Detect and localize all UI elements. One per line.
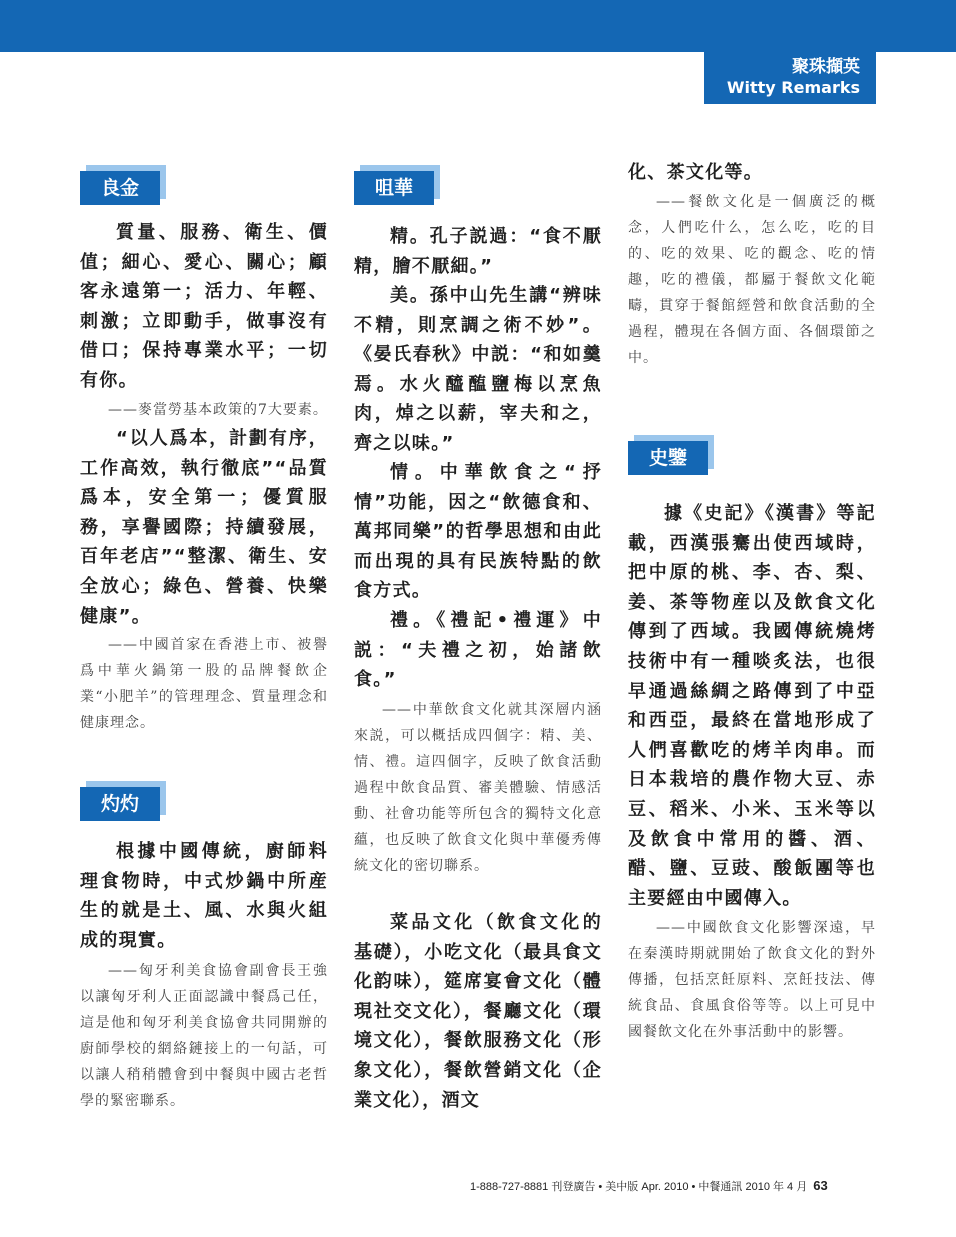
page-number: 63 [813, 1178, 828, 1193]
footer-text: 1-888-727-8881 刊登廣告 • 美中版 Apr. 2010 • 中餐通訊 2010 年 4 月 [470, 1181, 808, 1193]
note-influence: ——中國飲食文化影響深遠，早在秦漢時期就開始了飲食文化的對外傳播，包括烹飪原料、烹飪技法、傳統食品、食風食俗等等。以上可見中國餐飲文化在外事活動中的影響。 [628, 920, 876, 1040]
section-title-zh: 聚珠擷英 [792, 57, 860, 77]
quote-xiaofeiyang: “以人爲本，計劃有序，工作高效，執行徹底”“品質爲本，安全第一；優質服務，享譽國際；持續發展，百年老店”“整潔、衛生、安全放心；綠色、營養、快樂健康”。 [80, 428, 328, 627]
section-title-en: Witty Remarks [726, 78, 860, 97]
top-color-band [0, 0, 956, 52]
para-continued: 化、茶文化等。 [628, 162, 764, 183]
para-silk-road: 據《史記》《漢書》等記載，西漢張騫出使西域時，把中原的桃、李、杏、梨、姜、茶等物産以及飲食文化傳到了西域。我國傳統燒烤技術中有一種啖炙法，也很早通過絲綢之路傳到了中亞和西亞，最終在當地形成了人們喜歡吃的烤羊肉串。而日本栽培的農作物大豆、赤豆、稻米、小米、玉米等以及飲食中常用的醬、酒、醋、鹽、豆豉、酸飯團等也主要經由中國傳入。 [628, 503, 876, 909]
note-four-words: ——中華飲食文化就其深層内涵來説，可以概括成四個字：精、美、情、禮。這四個字，反映了飲食活動過程中飲食品質、審美體驗、情感活動、社會功能等所包含的獨特文化意蘊，也反映了飲食文化與中華優秀傳統文化的密切聯系。 [354, 702, 602, 874]
para-jing: 精。孔子説過：“食不厭精，膾不厭細。” [354, 226, 602, 277]
quote-wok: 根據中國傳統，廚師料理食物時，中式炒鍋中所産生的就是土、風、水與火組成的現實。 [80, 841, 328, 951]
note-hungary: ——匈牙利美食協會副會長王強以讓匈牙利人正面認識中餐爲己任，這是他和匈牙利美食協會共同開辦的廚師學校的網絡鏈接上的一句話，可以讓人稍稍體會到中餐與中國古老哲學的緊密聯系。 [80, 963, 328, 1109]
page-footer [470, 1178, 880, 1194]
section-tag [704, 52, 876, 104]
note-catering-culture: ——餐飲文化是一個廣泛的概念，人們吃什么，怎么吃，吃的目的、吃的效果、吃的觀念、吃的情趣，吃的禮儀，都屬于餐飲文化範疇，貫穿于餐館經營和飲食活動的全過程，體現在各個方面、各個環節之中。 [628, 194, 876, 366]
quote-mcdonalds: 質量、服務、衛生、價值；細心、愛心、關心；顧客永遠第一；活力、年輕、刺激；立即動手，做事沒有借口；保持專業水平；一切有你。 [80, 222, 328, 391]
label-juhua: 咀華 [354, 171, 434, 205]
label-liangjin: 良金 [80, 171, 160, 205]
para-mei: 美。孫中山先生講“辨味不精，則烹調之術不妙”。《晏氏春秋》中説：“和如羹焉。水火醯醢鹽梅以烹魚肉，焯之以薪，宰夫和之，齊之以味。” [354, 285, 602, 454]
para-food-culture: 菜品文化（飲食文化的基礎），小吃文化（最具食文化韵味），筵席宴會文化（體現社交文化），餐廳文化（環境文化），餐飲服務文化（形象文化），餐飲營銷文化（企業文化），酒文 [354, 912, 602, 1111]
note-mcdonalds: ——麥當勞基本政策的7大要素。 [108, 402, 328, 418]
para-li: 禮。《禮記•禮運》中説：“夫禮之初，始諸飲食。” [354, 610, 602, 691]
label-shijian: 史鑒 [628, 441, 708, 475]
para-qing: 情。中華飲食之“抒情”功能，因之“飲德食和、萬邦同樂”的哲學思想和由此而出現的具有民族特點的飲食方式。 [354, 462, 602, 602]
label-zhuozhuo: 灼灼 [80, 787, 160, 821]
note-xiaofeiyang: ——中國首家在香港上市、被譽爲中華火鍋第一股的品牌餐飲企業“小肥羊”的管理理念、質量理念和健康理念。 [80, 637, 328, 731]
